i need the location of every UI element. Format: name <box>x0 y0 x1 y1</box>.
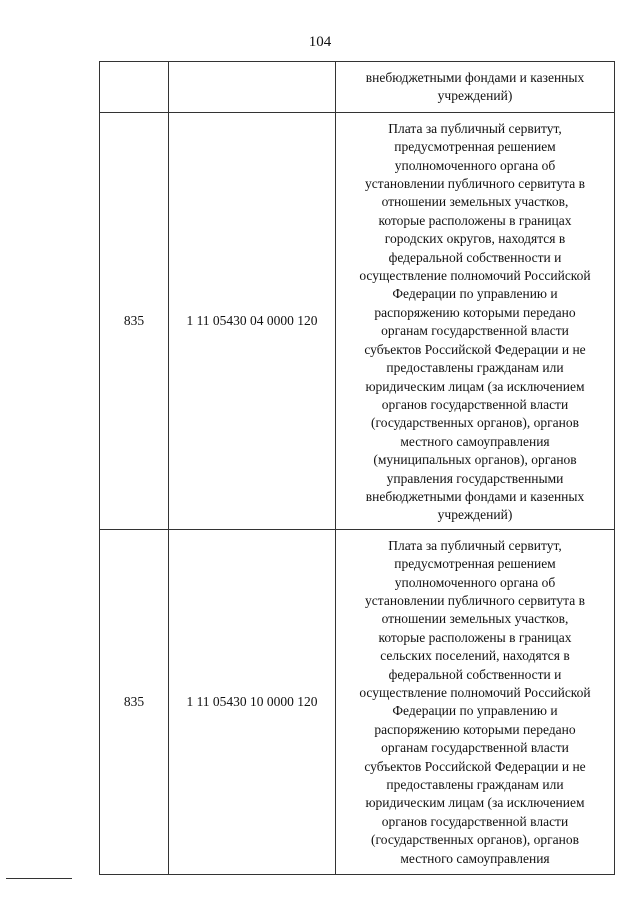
description-line: юридическим лицам (за исключением <box>365 795 585 811</box>
description-line: субъектов Российской Федерации и не <box>364 758 586 774</box>
description-line: распоряжению которыми передано <box>374 721 576 737</box>
description-line: которые расположены в границах <box>378 212 572 228</box>
description-line: распоряжению которыми передано <box>374 304 576 320</box>
admin-code-cell: 835 <box>100 529 169 874</box>
description-line: учреждений) <box>437 507 513 523</box>
description-cell <box>336 62 615 113</box>
description-line: предусмотренная решением <box>394 139 556 155</box>
kbk-code-cell <box>169 62 336 113</box>
description-line: осуществление полномочий Российской <box>359 685 591 700</box>
table-row-continuation <box>100 62 615 113</box>
description-line: сельских поселений, находятся в <box>380 648 570 664</box>
description-line: Плата за публичный сервитут, <box>388 120 562 136</box>
description-line: предусмотренная решением <box>394 556 556 572</box>
budget-codes-table <box>99 61 615 875</box>
description-line: Федерации по управлению и <box>392 703 558 719</box>
description-line: федеральной собственности и <box>388 666 562 682</box>
admin-code-cell: 835 <box>100 112 169 529</box>
description-line: юридическим лицам (за исключением <box>365 378 585 394</box>
description-line: уполномоченного органа об <box>394 574 556 590</box>
table-row <box>100 112 615 529</box>
description-line: внебюджетными фондами и казенных <box>365 70 585 85</box>
page-number: 104 <box>308 34 332 50</box>
description-line: предоставлены гражданам или <box>386 360 564 376</box>
description-line: субъектов Российской Федерации и не <box>364 341 586 357</box>
description-line: учреждений) <box>437 88 513 104</box>
description-line: местного самоуправления <box>400 850 550 866</box>
description-line: установлении публичного сервитута в <box>365 176 585 192</box>
description-line: которые расположены в границах <box>378 629 572 645</box>
description-line: (муниципальных органов), органов <box>373 452 577 468</box>
footnote-rule <box>6 878 72 879</box>
description-line: отношении земельных участков, <box>381 611 569 627</box>
description-line: органов государственной власти <box>381 396 569 412</box>
description-cell <box>336 529 615 874</box>
description-line: предоставлены гражданам или <box>386 777 564 793</box>
description-line: отношении земельных участков, <box>381 194 569 210</box>
description-line: управления государственными <box>386 470 564 486</box>
description-line: установлении публичного сервитута в <box>365 592 585 608</box>
description-line: федеральной собственности и <box>388 249 562 265</box>
description-line: органам государственной власти <box>381 740 569 756</box>
description-line: местного самоуправления <box>400 433 550 449</box>
description-line: Федерации по управлению и <box>392 286 558 302</box>
description-line: уполномоченного органа об <box>394 157 556 173</box>
description-line: городских округов, находятся в <box>384 231 566 247</box>
admin-code-cell <box>100 62 169 113</box>
table-row <box>100 529 615 874</box>
kbk-code-cell: 1 11 05430 04 0000 120 <box>169 112 336 529</box>
kbk-code-cell: 1 11 05430 10 0000 120 <box>169 529 336 874</box>
description-line: осуществление полномочий Российской <box>359 268 591 284</box>
description-line: (государственных органов), органов <box>371 832 579 848</box>
description-line: органов государственной власти <box>381 813 569 829</box>
description-line: Плата за публичный сервитут, <box>388 537 562 553</box>
description-line: (государственных органов), органов <box>371 415 579 431</box>
description-cell <box>336 112 615 529</box>
description-line: внебюджетными фондами и казенных <box>365 488 585 504</box>
description-line: органам государственной власти <box>381 323 569 339</box>
